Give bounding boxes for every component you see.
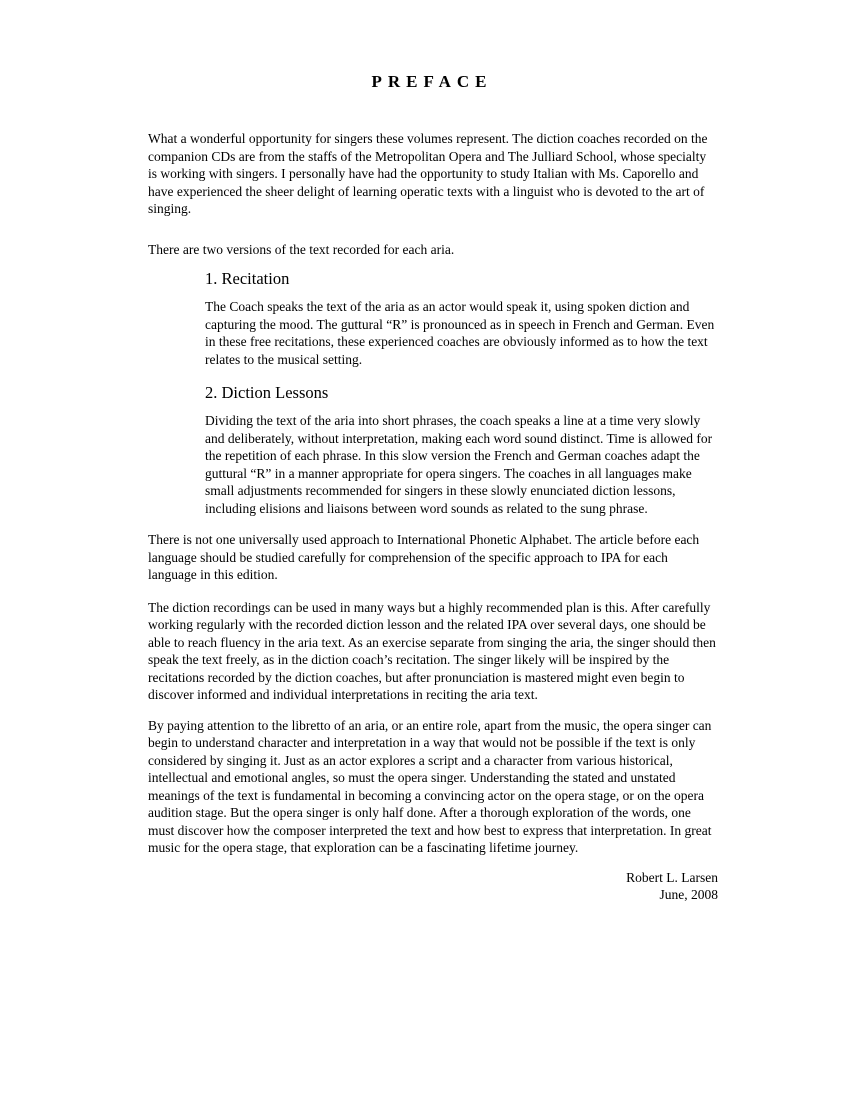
plan-paragraph: The diction recordings can be used in many ways but a highly recommended plan is this. After carefully working regularly with the recorded diction lesson and the related IPA over several days, one should be able to reach fluency in the aria text. As an exercise separate from singing the aria, the singer should then speak the text freely, as in the diction coach’s recitation. The singer likely will be inspired by the recitations recorded by the diction coaches, but after pronunciation is mastered might even begin to discover informed and individual interpretations in reciting the aria text. [148,599,716,702]
section-recitation-heading: 1. Recitation [205,269,290,288]
ipa-paragraph: There is not one universally used approach to International Phonetic Alphabet. The article before each language should be studied carefully for comprehension of the specific approach to IPA for each language in this edition. [148,532,700,582]
section-recitation-body: The Coach speaks the text of the aria as an actor would speak it, using spoken diction and capturing the mood. The guttural “R” is pronounced as in speech in French and German. Even in these free recitations, these experienced coaches are obviously informed as to how the text relates to the musical setting. [205,299,715,367]
section-diction-lessons-heading: 2. Diction Lessons [205,383,329,402]
signature-date: June, 2008 [659,887,718,902]
section-diction-lessons [205,382,718,517]
document-content [148,130,718,904]
versions-line: There are two versions of the text recorded for each aria. [148,241,455,257]
signature-block [148,869,718,904]
intro-paragraph: What a wonderful opportunity for singers these volumes represent. The diction coaches recorded on the companion CDs are from the staffs of the Metropolitan Opera and The Julliard School, whose specialty is working with singers. I personally have had the opportunity to study Italian with Ms. Caporello and have experienced the sheer delight of learning operatic texts with a linguist who is devoted to the art of singing. [148,131,708,216]
signature-name: Robert L. Larsen [626,869,718,885]
page-title: PREFACE [371,72,493,91]
libretto-paragraph: By paying attention to the libretto of an aria, or an entire role, apart from the music, the opera singer can begin to understand character and interpretation in a way that would not be possible if the text is only considered by singing it. Just as an actor explores a script and a character from various historical, intellectual and emotional angles, so must the opera singer. Understanding the stated and unstated meanings of the text is fundamental in becoming a convincing actor on the opera stage, or on the opera audition stage. But the opera singer is only half done. After a thorough exploration of the words, one must discover how the composer interpreted the text and how best to express that interpretation. In great music for the opera stage, that exploration can be a fascinating lifetime journey. [148,717,712,855]
section-diction-lessons-body: Dividing the text of the aria into short phrases, the coach speaks a line at a time very slowly and deliberately, without interpretation, making each word sound distinct. Time is allowed for the repetition of each phrase. In this slow version the French and German coaches adapt the guttural “R” in a manner appropriate for opera singers. The coaches in all languages make small adjustments recommended for singers in these slowly enunciated diction lessons, including elisions and liaisons between word sounds as related to the sung phrase. [205,413,713,516]
section-recitation [205,268,718,368]
